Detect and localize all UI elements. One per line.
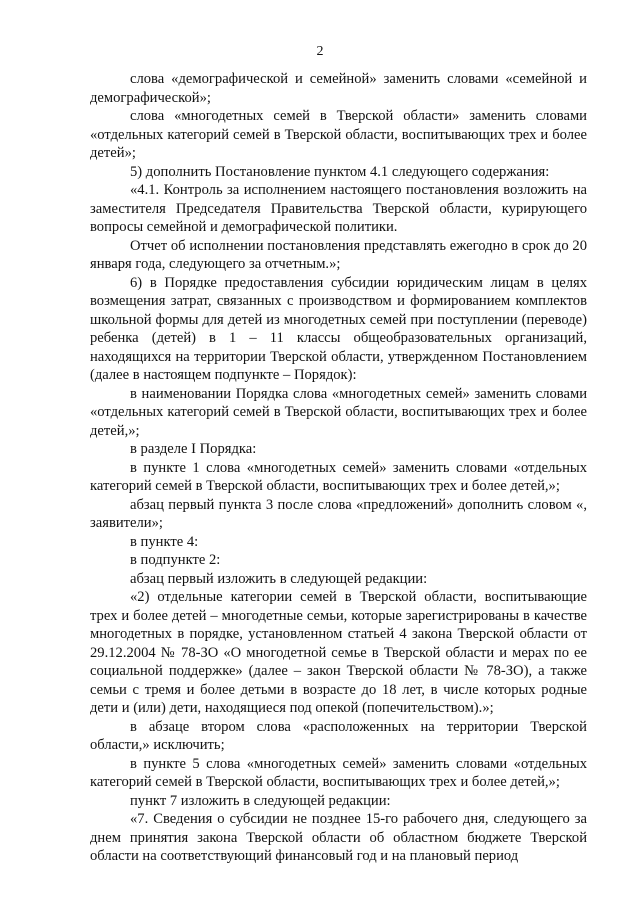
paragraph: 6) в Порядке предоставления субсидии юридическим лицам в целях возмещения затрат, связанных с производством и формированием комплектов школьной формы для детей из многодетных семей при поступлении (переводе) ребенка (детей) в 1 – 11 классы общеобразовательных организаций, находящихся на территории Тверской области, утвержденном Постановлением (далее в настоящем подпункте – Порядок): [90,274,587,383]
paragraph: пункт 7 изложить в следующей редакции: [130,792,391,809]
paragraph: «7. Сведения о субсидии не позднее 15-го рабочего дня, следующего за днем принятия закона Тверской области об областном бюджете Тверской области на соответствующий финансовый год и на плановый период [90,811,587,864]
paragraph: в абзаце втором слова «расположенных на территории Тверской области,» исключить; [90,718,587,753]
paragraph: в наименовании Порядка слова «многодетных семей» заменить словами «отдельных категорий семей в Тверской области, воспитывающих трех и более детей,»; [90,385,587,439]
paragraph: в разделе I Порядка: [130,441,257,457]
paragraph: слова «многодетных семей в Тверской области» заменить словами «отдельных категорий семей в Тверской области, воспитывающих трех и более детей»; [90,108,587,161]
paragraph: в пункте 4: [130,533,199,550]
paragraph: в пункте 1 слова «многодетных семей» заменить словами «отдельных категорий семей в Тверской области, воспитывающих трех и более детей,»; [90,459,587,494]
paragraph: «2) отдельные категории семей в Тверской области, воспитывающие трех и более детей – многодетные семьи, которые зарегистрированы в качестве многодетных в порядке, установленном статьей 4 закона Тверской области от 29.12.2004 № 78-ЗО «О многодетной семье в Тверской области и мерах по ее социальной поддержке» (далее – закон Тверской области № 78-ЗО), а также семьи с тремя и более детьми в возрасте до 18 лет, в числе которых родные дети и (или) дети, находящиеся под опекой (попечительством).»; [90,589,587,716]
paragraph: в пункте 5 слова «многодетных семей» заменить словами «отдельных категорий семей в Тверской области, воспитывающих трех и более детей,»; [90,755,587,790]
paragraph: «4.1. Контроль за исполнением настоящего постановления возложить на заместителя Председателя Правительства Тверской области, курирующего вопросы семейной и демографической политики. [90,182,587,235]
paragraph: Отчет об исполнении постановления представлять ежегодно в срок до 20 января года, следующего за отчетным.»; [90,237,587,272]
paragraph: в подпункте 2: [130,552,221,568]
document-body [90,70,587,866]
paragraph: 5) дополнить Постановление пунктом 4.1 следующего содержания: [130,163,550,180]
paragraph: абзац первый изложить в следующей редакции: [130,570,428,587]
paragraph: абзац первый пункта 3 после слова «предложений» дополнить словом «, заявители»; [90,496,587,531]
paragraph: слова «демографической и семейной» заменить словами «семейной и демографической»; [90,71,587,106]
page-number: 2 [316,44,324,59]
